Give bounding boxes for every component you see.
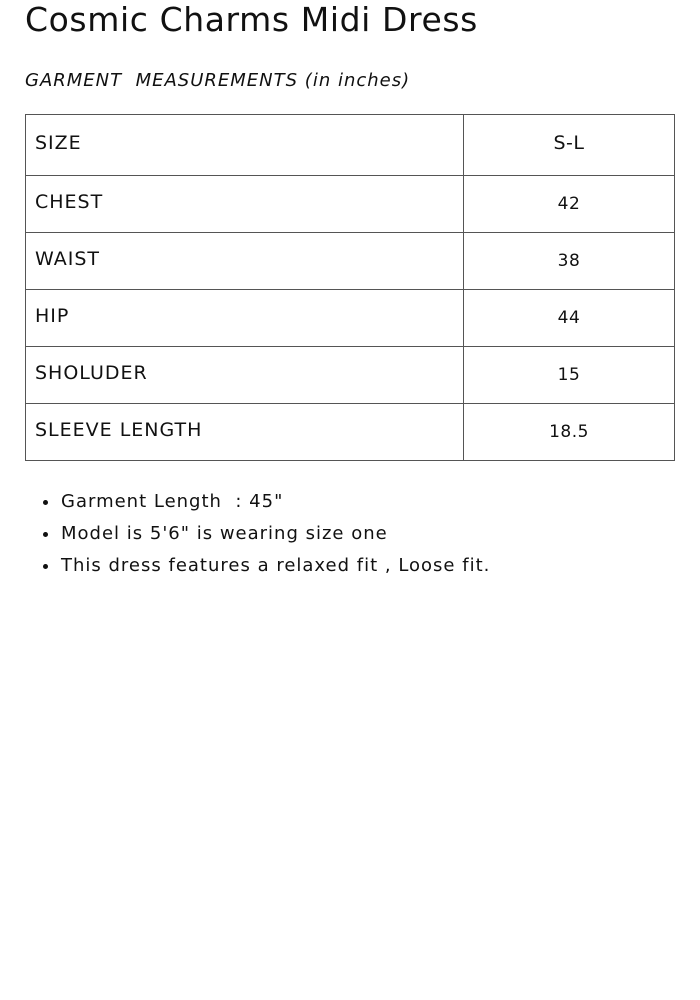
measurement-label: SLEEVE LENGTH	[26, 404, 464, 461]
size-label-cell: SIZE	[26, 115, 464, 176]
measurement-label: CHEST	[26, 176, 464, 233]
measurement-value: 44	[464, 290, 675, 347]
bullet-icon	[43, 532, 48, 537]
table-row	[26, 404, 675, 461]
list-item	[42, 550, 490, 582]
list-item	[42, 518, 490, 550]
note-text: Garment Length : 45"	[61, 491, 284, 512]
note-text: This dress features a relaxed fit , Loose fit.	[61, 555, 491, 576]
measurement-label: HIP	[26, 290, 464, 347]
garment-notes-list	[42, 486, 490, 582]
size-value-cell: S-L	[464, 115, 675, 176]
measurement-value: 38	[464, 233, 675, 290]
table-row	[26, 233, 675, 290]
measurements-heading	[25, 68, 410, 94]
table-row	[26, 290, 675, 347]
measurement-label: WAIST	[26, 233, 464, 290]
bullet-icon	[43, 500, 48, 505]
page-title: Cosmic Charms Midi Dress	[25, 0, 478, 39]
measurements-heading-main: GARMENT MEASUREMENTS	[25, 70, 305, 91]
measurement-value: 18.5	[464, 404, 675, 461]
measurement-value: 15	[464, 347, 675, 404]
table-header-row	[26, 115, 675, 176]
note-text: Model is 5'6" is wearing size one	[61, 523, 388, 544]
list-item	[42, 486, 490, 518]
table-row	[26, 347, 675, 404]
bullet-icon	[43, 564, 48, 569]
measurements-heading-unit: (in inches)	[304, 70, 411, 91]
measurement-label: SHOLUDER	[26, 347, 464, 404]
size-chart-table	[25, 114, 675, 461]
table-row	[26, 176, 675, 233]
measurement-value: 42	[464, 176, 675, 233]
